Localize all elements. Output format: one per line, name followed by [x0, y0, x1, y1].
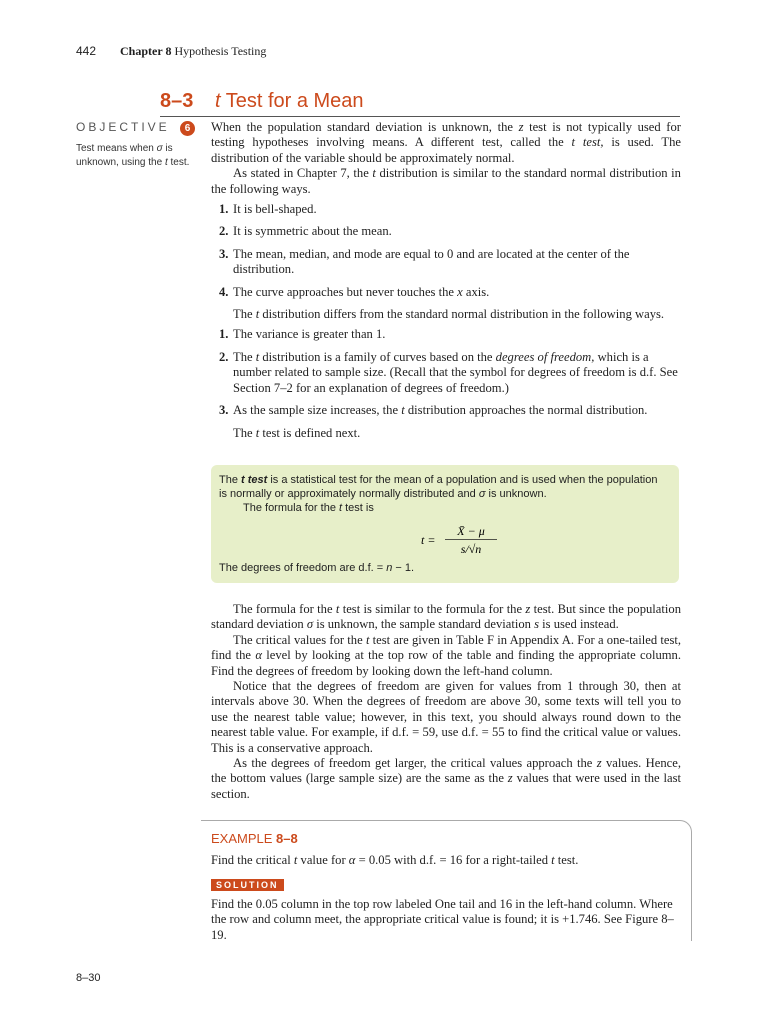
body2-paragraph-2 [211, 633, 681, 679]
span: = 0.05 with d.f. = 16 for a right-tailed [355, 853, 552, 867]
italic-z: z [525, 602, 531, 616]
span: values that were used in the last section. [211, 771, 681, 801]
list-text: It is bell-shaped. [233, 202, 317, 217]
span: The [233, 307, 256, 322]
span: test is not typically used for testing hypotheses involving means. A different test, called the [211, 120, 681, 150]
list-number: 2. [219, 224, 229, 239]
objective-text-c: test. [167, 157, 190, 168]
span: distribution is similar to the standard normal distribution in the following ways. [211, 166, 681, 196]
italic-t: t [255, 349, 260, 364]
italic-t: t [255, 307, 260, 322]
span: test is [342, 502, 374, 514]
formula-lhs: t = [421, 533, 436, 547]
list-item [219, 224, 681, 239]
list-text: It is symmetric about the mean. [233, 224, 392, 239]
solution-badge: SOLUTION [211, 879, 284, 891]
span: distribution is a family of curves based on the [259, 349, 496, 364]
example-title [211, 831, 298, 846]
objective-description [76, 142, 198, 170]
body2-paragraph-1 [211, 602, 681, 633]
definition-text [219, 473, 659, 501]
list-number: 2. [219, 349, 229, 364]
list-item [219, 327, 681, 342]
example-number: 8–8 [276, 831, 298, 846]
italic-t: t [335, 602, 340, 616]
span: The degrees of freedom are d.f. = [219, 562, 387, 574]
section-number: 8–3 [160, 90, 194, 112]
italic-alpha: α [348, 853, 356, 867]
list-text: The variance is greater than 1. [233, 327, 386, 342]
span: test. [554, 853, 579, 867]
span: which is a number related to sample size. (Recall that the symbol for degrees of freedom is d.f. See Section 7–2 for an explanation of degrees of freedom.) [233, 349, 678, 395]
list-number: 4. [219, 284, 229, 299]
formula-intro [243, 501, 374, 515]
span: The [233, 349, 256, 364]
example-question [211, 853, 681, 868]
objective-text-a: Test means when [76, 143, 157, 154]
body2-paragraph-3: Notice that the degrees of freedom are given for values from 1 through 30, then at intervals above 30. When the degrees of freedom are above 30, some texts will tell you to use the nearest table value; however, in this text, you should always round down to the nearest table value. For example, if d.f. = 59, use d.f. = 55 to find the critical value or values. This is a conservative approach. [211, 679, 681, 755]
italic-t: t [551, 853, 555, 867]
span: Find the critical [211, 853, 294, 867]
span: distribution approaches the normal distribution. [404, 403, 648, 418]
page-header [0, 44, 768, 60]
t-formula [421, 523, 501, 557]
span: The [233, 425, 256, 440]
formula-numerator: X̄ − μ [457, 524, 485, 538]
span: The formula for the [233, 602, 336, 616]
example-box [201, 820, 692, 941]
italic-z: z [518, 120, 524, 134]
degrees-of-freedom [219, 561, 414, 575]
span: is a statistical test for the mean of a population and is used when the population is normally or approximately normally distributed and [219, 474, 658, 500]
span: When the population standard deviation is unknown, the [211, 120, 519, 134]
span: As the degrees of freedom get larger, the critical values approach the [233, 756, 597, 771]
running-head [120, 44, 266, 59]
italic-t: t [401, 403, 405, 418]
list-text [233, 350, 681, 396]
main-text [211, 120, 681, 441]
objective-text-b: is unknown, using the [76, 143, 173, 168]
span: As the sample size increases, the [233, 403, 402, 418]
section-title-t: t [214, 90, 221, 112]
italic-dof: degrees of freedom, [495, 349, 595, 364]
italic-t: t [293, 853, 298, 867]
intro-paragraph-2 [211, 166, 681, 197]
span: level by looking at the top row of the table and finding the appropriate column. Find the degrees of freedom by looking down the left-hand column. [211, 648, 681, 678]
italic-t-test: t test, [571, 135, 604, 150]
italic-x: x [457, 284, 463, 299]
italic-t: t [365, 632, 370, 647]
span: is used. The distribution of the variable should be approximately normal. [211, 135, 681, 165]
list-item [219, 202, 681, 217]
objective-word: OBJECTIVE [76, 120, 170, 134]
list-number: 1. [219, 202, 229, 217]
list-number: 1. [219, 327, 229, 342]
list-item [219, 350, 681, 396]
intro-paragraph-1 [211, 120, 681, 166]
example-label: EXAMPLE [211, 831, 273, 846]
italic-t: t [339, 502, 343, 514]
italic-z: z [596, 756, 602, 771]
span: test is defined next. [259, 425, 361, 440]
italic-alpha: α [255, 648, 262, 663]
formula-denominator: s/√n [460, 542, 482, 556]
list-text [233, 285, 681, 300]
objective-number-badge: 6 [180, 121, 195, 136]
span: is unknown. [485, 488, 547, 500]
span: The [219, 474, 242, 486]
list-text [233, 403, 681, 418]
list-text: The mean, median, and mode are equal to 0 and are located at the center of the distribution. [233, 246, 630, 277]
span: The formula for the [243, 502, 339, 514]
italic-z: z [507, 771, 513, 786]
section-heading [160, 90, 680, 117]
term-t-test: t test [241, 474, 268, 486]
italic-s: s [534, 617, 540, 632]
span: distribution differs from the standard normal distribution in the following ways. [259, 307, 665, 322]
section-title: Test for a Mean [225, 90, 364, 112]
italic-sigma: σ [478, 488, 486, 500]
span: test is similar to the formula for the [339, 602, 526, 616]
footer-page-code: 8–30 [76, 972, 101, 984]
list-item [219, 403, 681, 418]
list-number: 3. [219, 246, 229, 261]
objective-sigma: σ [156, 143, 163, 154]
solution-text: Find the 0.05 column in the top row labeled One tail and 16 in the left-hand column. Where the row and column meet, the appropriate critical value is found; it is +1.746. See Figure 8–19. [211, 897, 674, 942]
list-number: 3. [219, 403, 229, 418]
span: test are given in Table F in Appendix A. For a one-tailed test, find the [211, 632, 681, 663]
span: As stated in Chapter 7, the [233, 166, 373, 181]
definition-box [211, 465, 679, 583]
objective-label [76, 120, 195, 136]
span: value for [297, 853, 349, 867]
differs-paragraph [211, 307, 681, 322]
span: The critical values for the [233, 632, 366, 647]
italic-n: n [386, 562, 393, 574]
defined-next [211, 426, 681, 441]
span: values. Hence, the bottom values (large sample size) are the same as the [211, 756, 681, 786]
chapter-title: Hypothesis Testing [174, 44, 267, 58]
page-number: 442 [76, 44, 97, 58]
span: test. But since the population standard deviation [211, 602, 681, 632]
italic-t: t [255, 425, 260, 440]
list-item [219, 285, 681, 300]
body2-paragraph-4 [211, 756, 681, 802]
italic-sigma: σ [306, 617, 314, 632]
body-text-2 [211, 602, 681, 802]
span: is used instead. [539, 617, 619, 632]
span: − 1. [392, 562, 415, 574]
objective-t: t [164, 157, 168, 168]
list-item [219, 247, 681, 278]
chapter-label: Chapter 8 [120, 44, 172, 58]
span: is unknown, the sample standard deviation [313, 617, 535, 632]
span: axis. [462, 284, 490, 299]
span: The curve approaches but never touches the [233, 284, 458, 299]
italic-t: t [372, 166, 376, 181]
